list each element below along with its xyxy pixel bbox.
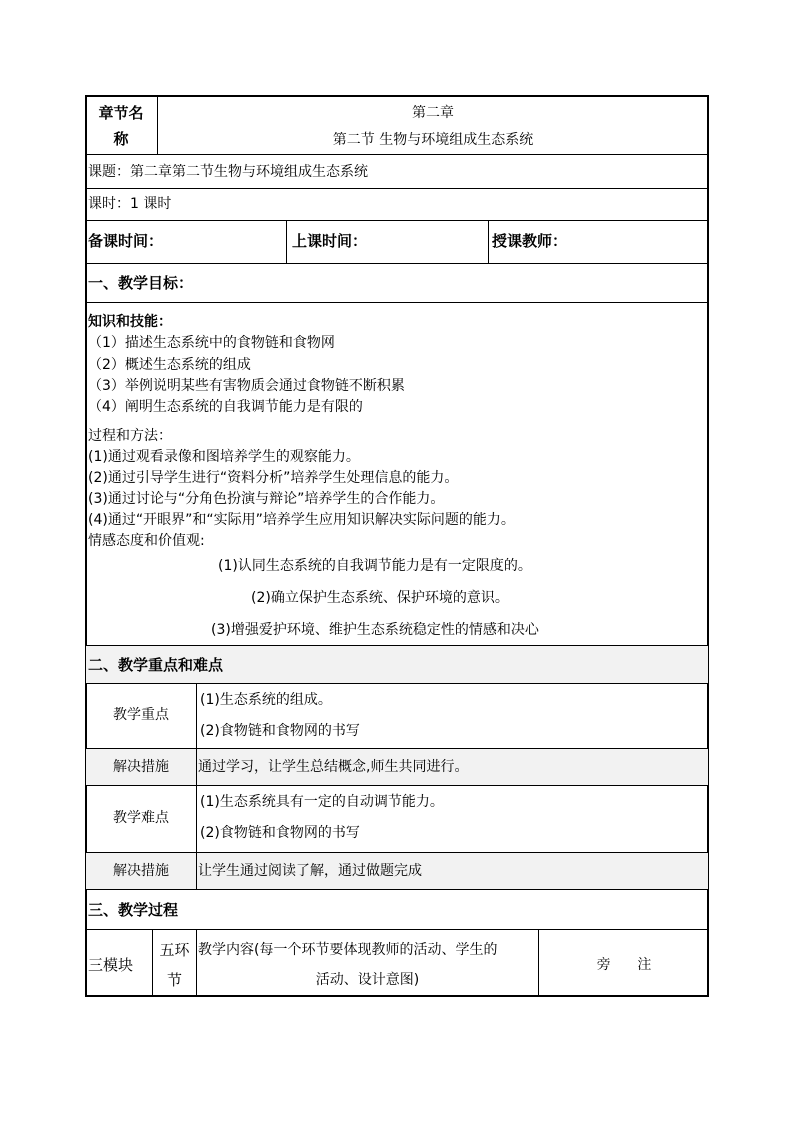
chapter-name-label-cont: 称 — [113, 130, 129, 148]
focus-item: (2)食物链和食物网的书写 — [200, 723, 360, 739]
emotion-item: (3)增强爱护环境、维护生态系统稳定性的情感和决心 — [211, 622, 539, 638]
focus-label: 教学重点 — [113, 707, 169, 723]
knowledge-item: （2）概述生态系统的组成 — [88, 357, 251, 373]
chapter-name-label: 章节名 — [98, 104, 144, 122]
prep-time-label: 备课时间： — [88, 232, 164, 250]
teacher-label: 授课教师： — [492, 232, 568, 250]
focus-solution-label: 解决措施 — [113, 759, 169, 775]
process-methods-title: 过程和方法： — [88, 428, 172, 444]
process-method-item: (3)通过讨论与“分角色扮演与辩论”培养学生的合作能力。 — [88, 491, 445, 507]
process-method-item: (2)通过引导学生进行“资料分析”培养学生处理信息的能力。 — [88, 470, 459, 486]
chapter-title: 第二章 — [412, 105, 454, 121]
col-modules: 三模块 — [88, 956, 134, 974]
knowledge-item: （4）阐明生态系统的自我调节能力是有限的 — [88, 399, 363, 415]
focus-item: (1)生态系统的组成。 — [200, 692, 332, 708]
emotion-title: 情感态度和价值观: — [88, 533, 205, 549]
col-content: 教学内容(每一个环节要体现教师的活动、学生的 — [198, 942, 498, 958]
difficulty-label: 教学难点 — [113, 810, 169, 826]
process-method-item: (4)通过“开眼界”和“实际用”培养学生应用知识解决实际问题的能力。 — [88, 512, 515, 528]
lesson-topic: 课题：第二章第二节生物与环境组成生态系统 — [88, 164, 368, 180]
col-links: 五环 — [159, 941, 190, 959]
focus-solution: 通过学习，让学生总结概念,师生共同进行。 — [198, 759, 469, 775]
difficulty-item: (2)食物链和食物网的书写 — [200, 825, 360, 841]
emotion-item: (1)认同生态系统的自我调节能力是有一定限度的。 — [218, 558, 532, 574]
col-notes: 旁 注 — [596, 957, 652, 973]
col-links-cont: 节 — [166, 971, 182, 989]
difficulty-solution-label: 解决措施 — [113, 863, 169, 879]
goals-heading: 一、教学目标： — [88, 274, 194, 292]
section-title: 第二节 生物与环境组成生态系统 — [332, 132, 534, 148]
process-method-item: (1)通过观看录像和图培养学生的观察能力。 — [88, 449, 360, 465]
knowledge-title: 知识和技能： — [88, 314, 172, 330]
difficulty-solution: 让学生通过阅读了解，通过做题完成 — [198, 863, 422, 879]
lesson-hours: 课时：1 课时 — [88, 196, 172, 212]
knowledge-item: （3）举例说明某些有害物质会通过食物链不断积累 — [88, 378, 405, 394]
keypoints-heading: 二、教学重点和难点 — [88, 656, 224, 674]
emotion-item: (2)确立保护生态系统、保护环境的意识。 — [251, 590, 509, 606]
knowledge-item: （1）描述生态系统中的食物链和食物网 — [88, 335, 335, 351]
process-heading: 三、教学过程 — [88, 901, 179, 919]
class-time-label: 上课时间： — [292, 232, 368, 250]
difficulty-item: (1)生态系统具有一定的自动调节能力。 — [200, 794, 444, 810]
col-content-cont: 活动、设计意图) — [315, 972, 420, 988]
